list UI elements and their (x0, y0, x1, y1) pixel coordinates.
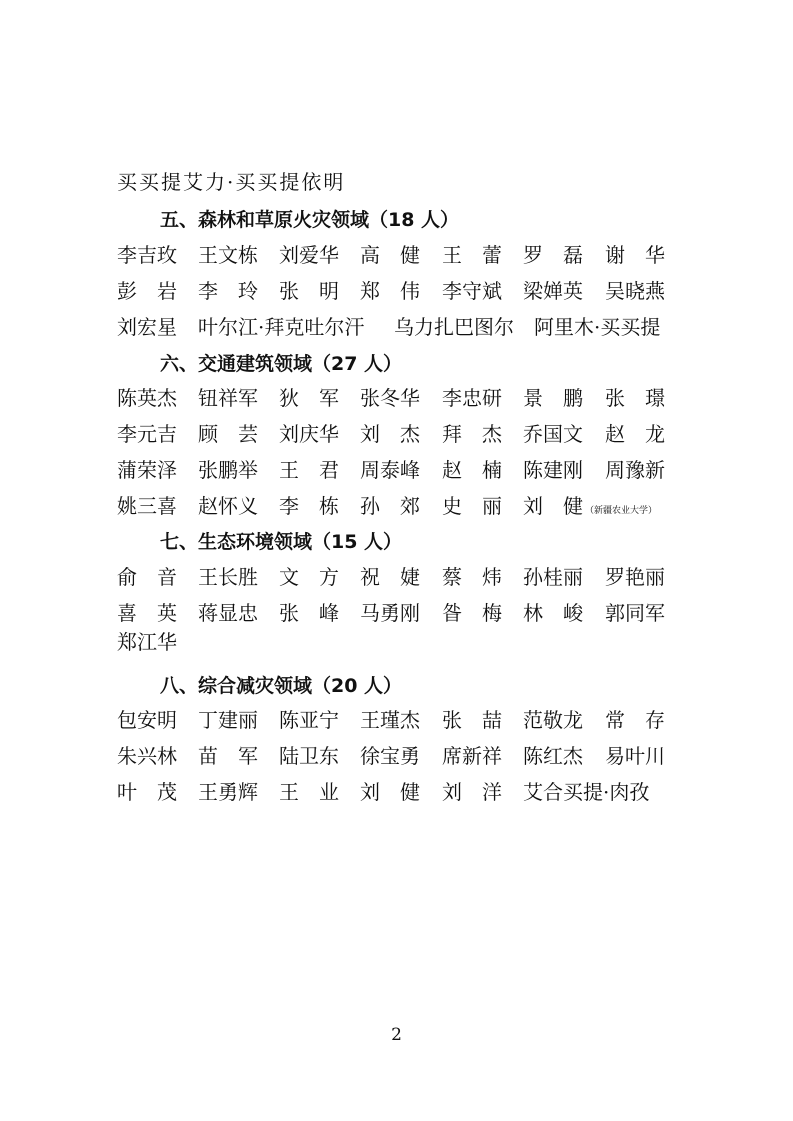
person-name: 丁建丽 (198, 708, 258, 732)
person-name: 陈亚宁 (279, 708, 339, 732)
name-row (117, 312, 677, 342)
person-name: 乌力扎巴图尔 (394, 315, 514, 339)
person-name: 徐宝勇 (360, 744, 420, 768)
person-name: 李忠研 (442, 386, 502, 410)
person-name: 俞 音 (117, 565, 177, 589)
person-name: 刘 杰 (360, 422, 420, 446)
person-name: 赵 楠 (442, 458, 502, 482)
person-name: 刘 健 (360, 780, 420, 804)
name-row (117, 705, 677, 735)
person-name: 景 鹏 (523, 386, 583, 410)
continued-name-line: 买买提艾力·买买提依明 (117, 170, 346, 194)
person-name: 席新祥 (442, 744, 502, 768)
person-name: 王长胜 (198, 565, 258, 589)
person-name: 李元吉 (117, 422, 177, 446)
person-name: 史 丽 (442, 494, 502, 518)
person-name: 钮祥军 (198, 386, 258, 410)
person-name: 谢 华 (605, 243, 665, 267)
person-name: 常 存 (605, 708, 665, 732)
person-name: 张 峰 (279, 601, 339, 625)
name-row (117, 598, 677, 628)
person-name: 刘宏星 (117, 315, 177, 339)
person-name: 李吉玫 (117, 243, 177, 267)
name-row (117, 455, 677, 485)
person-name: 蔡 炜 (442, 565, 502, 589)
name-row (117, 383, 677, 413)
person-name: 赵怀义 (198, 494, 258, 518)
name-row (117, 276, 677, 306)
person-name: 王瑾杰 (360, 708, 420, 732)
person-name: 李 玲 (198, 279, 258, 303)
section-heading-forest-fire: 五、森林和草原火灾领域（18 人） (160, 209, 460, 231)
person-name: 陈红杰 (523, 744, 583, 768)
person-name: 喜 英 (117, 601, 177, 625)
person-name: 林 峻 (523, 601, 583, 625)
person-name: 罗艳丽 (605, 565, 665, 589)
section-heading-ecology: 七、生态环境领域（15 人） (160, 531, 403, 553)
person-name: 顾 芸 (198, 422, 258, 446)
person-name: 郭同军 (605, 601, 665, 625)
person-name: 孙桂丽 (523, 565, 583, 589)
person-name: 文 方 (279, 565, 339, 589)
person-name: 易叶川 (605, 744, 665, 768)
person-name: 梁婵英 (523, 279, 583, 303)
person-name: 张 喆 (442, 708, 502, 732)
person-name: 陈建刚 (523, 458, 583, 482)
person-name: 张鹏举 (198, 458, 258, 482)
person-name: 朱兴林 (117, 744, 177, 768)
person-name: 刘爱华 (279, 243, 339, 267)
person-name: 苗 军 (198, 744, 258, 768)
person-name: 叶 茂 (117, 780, 177, 804)
name-row (117, 491, 677, 521)
person-name: 李 栋 (279, 494, 339, 518)
person-name: 艾合买提·肉孜 (523, 780, 650, 804)
person-name: 王文栋 (198, 243, 258, 267)
person-name: 吴晓燕 (605, 279, 665, 303)
affiliation-note: （新疆农业大学） (585, 506, 658, 516)
person-name: 昝 梅 (442, 601, 502, 625)
person-name: 高 健 (360, 243, 420, 267)
name-row (117, 777, 677, 807)
person-name: 赵 龙 (605, 422, 665, 446)
person-name: 周豫新 (605, 458, 665, 482)
person-name: 祝 婕 (360, 565, 420, 589)
person-name: 乔国文 (523, 422, 583, 446)
person-name: 王勇辉 (198, 780, 258, 804)
person-name: 彭 岩 (117, 279, 177, 303)
person-name: 蒲荣泽 (117, 458, 177, 482)
person-name: 王 业 (279, 780, 339, 804)
person-name: 张冬华 (360, 386, 420, 410)
person-name: 张 璟 (605, 386, 665, 410)
person-name: 姚三喜 (117, 494, 177, 518)
person-name: 李守斌 (442, 279, 502, 303)
section-heading-transport: 六、交通建筑领域（27 人） (160, 353, 403, 375)
person-name: 孙 郊 (360, 494, 420, 518)
person-name: 范敬龙 (523, 708, 583, 732)
name-row (117, 741, 677, 771)
person-name: 刘庆华 (279, 422, 339, 446)
person-name: 陈英杰 (117, 386, 177, 410)
page-number: 2 (391, 1025, 402, 1045)
person-name: 阿里木·买买提 (534, 315, 661, 339)
name-row (117, 240, 677, 270)
name-row (117, 419, 677, 449)
person-name: 蒋显忠 (198, 601, 258, 625)
person-name: 拜 杰 (442, 422, 502, 446)
person-name: 包安明 (117, 708, 177, 732)
person-name: 郑 伟 (360, 279, 420, 303)
person-name-with-note (523, 491, 657, 526)
person-name: 王 蕾 (442, 243, 502, 267)
name-row (117, 562, 677, 592)
person-name: 王 君 (279, 458, 339, 482)
person-name: 张 明 (279, 279, 339, 303)
section-heading-comprehensive: 八、综合减灾领域（20 人） (160, 675, 403, 697)
person-name: 刘 健 (523, 494, 583, 518)
person-name: 刘 洋 (442, 780, 502, 804)
person-name: 周泰峰 (360, 458, 420, 482)
person-name: 狄 军 (279, 386, 339, 410)
person-name: 陆卫东 (279, 744, 339, 768)
person-name: 马勇刚 (360, 601, 420, 625)
name-row (117, 627, 677, 657)
person-name: 郑江华 (117, 630, 177, 654)
person-name: 罗 磊 (523, 243, 583, 267)
person-name: 叶尔江·拜克吐尔汗 (198, 315, 365, 339)
